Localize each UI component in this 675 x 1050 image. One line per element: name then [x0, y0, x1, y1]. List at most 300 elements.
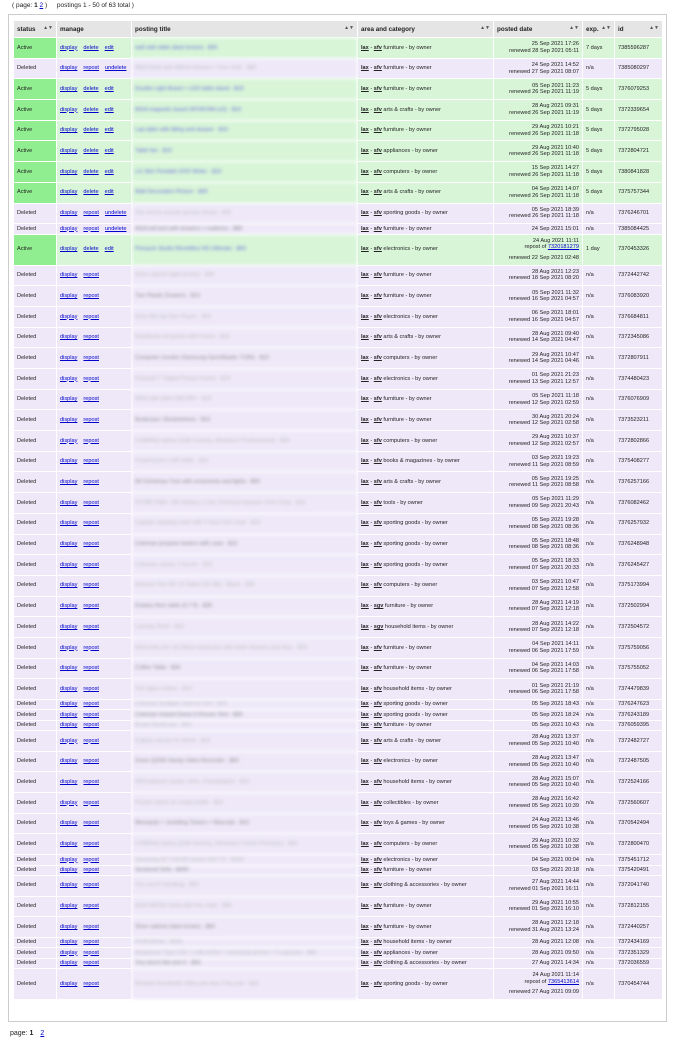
posting-title[interactable]: COMPAQ laptop (2GB memory, Windows7 Professional) - $20	[132, 431, 358, 452]
display-link[interactable]: display	[60, 44, 78, 51]
posting-title[interactable]: wall side table (dark brown) - $26	[132, 38, 358, 59]
display-link[interactable]: display	[60, 479, 78, 485]
delete-link[interactable]: delete	[83, 246, 99, 253]
area-link[interactable]: lax	[361, 354, 369, 361]
subarea-link[interactable]: sfv	[373, 959, 382, 966]
area-link[interactable]: lax	[361, 189, 369, 196]
posting-title[interactable]: Lap table with tilting and drawer - $10	[132, 120, 358, 141]
area-link[interactable]: lax	[361, 711, 369, 718]
repost-link[interactable]: repost	[83, 665, 99, 672]
posting-title[interactable]: Reebok Dumbbells 10lbs pair plus 3 lbs pair - $20	[132, 968, 358, 999]
display-link[interactable]: display	[60, 959, 78, 966]
edit-link[interactable]: edit	[104, 44, 114, 51]
repost-link[interactable]: repost	[83, 520, 99, 527]
area-link[interactable]: lax	[361, 980, 369, 987]
renewed-date: renewed 05 Sep 2021 10:40	[508, 782, 579, 789]
display-link[interactable]: display	[60, 147, 78, 154]
renewed-date: renewed 05 Sep 2021 10:40	[508, 740, 579, 747]
subarea-link[interactable]: sfv	[373, 168, 382, 175]
display-link[interactable]: display	[60, 561, 78, 568]
posting-title[interactable]: Pinnacle Studio MovieBox HD Ultimate - $50	[132, 234, 358, 265]
manage-actions	[57, 389, 132, 410]
display-link[interactable]: display	[60, 313, 78, 320]
area-link[interactable]: lax	[361, 210, 369, 217]
area-link[interactable]: lax	[361, 520, 369, 527]
area-link[interactable]: lax	[361, 758, 369, 765]
subarea-link[interactable]: sfv	[373, 225, 382, 232]
area-link[interactable]: lax	[361, 737, 369, 744]
renewed-date: renewed 31 Aug 2021 13:24	[509, 927, 579, 934]
subarea-link[interactable]: sfv	[373, 561, 382, 568]
repost-link[interactable]: repost	[83, 856, 99, 863]
repost-link[interactable]: repost	[83, 437, 99, 444]
repost-link[interactable]: repost	[83, 272, 99, 279]
subarea-link[interactable]: sfv	[373, 799, 382, 806]
display-link[interactable]: display	[60, 437, 78, 444]
area-link[interactable]: lax	[361, 44, 369, 51]
area-link[interactable]: lax	[361, 722, 369, 729]
area-link[interactable]: lax	[361, 603, 369, 610]
repost-link[interactable]: repost	[83, 939, 99, 946]
posting-title[interactable]: Kandinsky art poster with Frame - $10	[132, 327, 358, 348]
posting-title[interactable]: Wall Decoration Picture - $20	[132, 182, 358, 203]
subarea-link[interactable]: sfv	[373, 499, 382, 506]
subarea-link[interactable]: sfv	[373, 701, 382, 708]
area-link[interactable]: lax	[361, 396, 369, 403]
area-link[interactable]: lax	[361, 701, 369, 708]
repost-link[interactable]: repost	[83, 980, 99, 987]
posting-title[interactable]: Coleman Instant Dome 5 Person Tent - $30	[132, 710, 358, 720]
posting-title[interactable]: COMPAQ laptop (2GB memory, Windows7 Home Premium) - $20	[132, 834, 358, 855]
posting-title[interactable]: IKEA KALLAX 2x2 Black bookcase with white drawers and door - $30	[132, 637, 358, 658]
repost-link[interactable]: repost	[83, 334, 99, 341]
repost-link[interactable]: repost	[83, 541, 99, 548]
posting-title[interactable]: Double Light Board + LED table stand - $18	[132, 79, 358, 100]
area-link[interactable]: lax	[361, 225, 369, 232]
repost-link[interactable]: repost	[83, 292, 99, 299]
posting-title[interactable]: Tory burch flat size 6 - $50	[132, 958, 358, 968]
posting-title[interactable]: LG Slim Portable DVD Writer - $10	[132, 162, 358, 183]
display-link[interactable]: display	[60, 396, 78, 403]
subarea-link[interactable]: sfv	[373, 644, 382, 651]
subarea-link[interactable]: sfv	[373, 778, 382, 785]
subarea-link[interactable]: sfv	[373, 292, 382, 299]
display-link[interactable]: display	[60, 168, 78, 175]
repost-link[interactable]: repost	[83, 65, 99, 72]
table-row	[14, 637, 663, 658]
area-link[interactable]: lax	[361, 582, 369, 589]
area-link[interactable]: lax	[361, 106, 369, 113]
repost-link[interactable]: repost	[83, 479, 99, 485]
subarea-link[interactable]: sfv	[373, 737, 382, 744]
repost-link[interactable]: repost	[83, 778, 99, 785]
posting-title[interactable]: Polaroid 7" Digital Picture Frame - $10	[132, 369, 358, 390]
posting-title[interactable]: Monopoly + Jumbling Towers + Mancala - $10	[132, 813, 358, 834]
repost-link[interactable]: repost	[83, 841, 99, 848]
edit-link[interactable]: edit	[104, 106, 114, 113]
subarea-link[interactable]: sfv	[373, 437, 382, 444]
posting-title[interactable]: Two Plastic Drawers - $10	[132, 286, 358, 307]
display-link[interactable]: display	[60, 127, 78, 134]
subarea-link[interactable]: sfv	[373, 820, 382, 827]
display-link[interactable]: display	[60, 841, 78, 848]
expiry: n/a	[583, 58, 615, 79]
area-link[interactable]: lax	[361, 416, 369, 423]
delete-link[interactable]: delete	[83, 127, 99, 134]
posting-title[interactable]: IKEA MICKE Desk with free chair - $40	[132, 896, 358, 917]
posting-title[interactable]: Laundry Rack - $10	[132, 617, 358, 638]
area-link[interactable]: lax	[361, 923, 369, 930]
table-row	[14, 968, 663, 999]
posting-title[interactable]: Brown Bookcase - $10	[132, 720, 358, 730]
subarea-link[interactable]: sfv	[373, 479, 382, 485]
area-link[interactable]: lax	[361, 778, 369, 785]
subarea-link[interactable]: sfv	[373, 106, 382, 113]
area-link[interactable]: lax	[361, 168, 369, 175]
area-link[interactable]: lax	[361, 841, 369, 848]
posting-title[interactable]: Sony Blu-ray Disc Player - $10	[132, 306, 358, 327]
subarea-link[interactable]: sfv	[373, 665, 382, 672]
table-row	[14, 555, 663, 576]
area-category: lax - sfv furniture - by owner	[358, 224, 494, 234]
repost-link[interactable]: repost	[83, 396, 99, 403]
posting-title[interactable]: IKEA magnetic board SPONTAN (x2) - $10	[132, 100, 358, 121]
display-link[interactable]: display	[60, 354, 78, 361]
delete-link[interactable]: delete	[83, 168, 99, 175]
delete-link[interactable]: delete	[83, 147, 99, 154]
posting-title[interactable]: Samsung 40" Full HD Smart LED TV - $150	[132, 855, 358, 865]
subarea-link[interactable]: sfv	[373, 65, 382, 72]
subarea-link[interactable]: sfv	[373, 458, 382, 465]
page-link-2[interactable]: 2	[39, 2, 44, 9]
area-link[interactable]: lax	[361, 561, 369, 568]
subarea-link[interactable]: sfv	[373, 856, 382, 863]
area-link[interactable]: lax	[361, 437, 369, 444]
subarea-link[interactable]: sfv	[373, 416, 382, 423]
display-link[interactable]: display	[60, 210, 78, 217]
edit-link[interactable]: edit	[104, 85, 114, 92]
posting-title[interactable]: Coffee Table - $30	[132, 658, 358, 679]
posting-title[interactable]: Nespresso Typo Citiz + milk frother + steaming pitcher + 6 capsules - $80	[132, 948, 358, 958]
edit-link[interactable]: edit	[104, 147, 114, 154]
repost-link[interactable]: repost	[83, 722, 99, 729]
posted-date: 28 Aug 2021 13:47	[532, 754, 579, 761]
area-link[interactable]: lax	[361, 939, 369, 946]
subarea-link[interactable]: sfv	[373, 541, 382, 548]
subarea-link[interactable]: sfv	[373, 334, 382, 341]
display-link[interactable]: display	[60, 458, 78, 465]
display-link[interactable]: display	[60, 711, 78, 718]
repost-link[interactable]: repost	[83, 711, 99, 718]
posting-title[interactable]: IKEA loft bed with drawers + mattress - $80	[132, 224, 358, 234]
posting-id: 7375420491	[615, 865, 663, 875]
display-link[interactable]: display	[60, 225, 78, 232]
display-link[interactable]: display	[60, 758, 78, 765]
display-link[interactable]: display	[60, 623, 78, 630]
area-link[interactable]: lax	[361, 499, 369, 506]
posting-id: 7372482727	[615, 731, 663, 752]
repost-link[interactable]: repost	[83, 923, 99, 930]
repost-source-link[interactable]: 7365413614	[547, 978, 579, 985]
display-link[interactable]: display	[60, 499, 78, 506]
area-link[interactable]: lax	[361, 685, 369, 692]
posting-title[interactable]: Amazon Fire HD 10 Tablet (32 GB) - Black - $30	[132, 575, 358, 596]
subarea-link[interactable]: sgv	[373, 623, 384, 630]
subarea-link[interactable]: sfv	[373, 685, 382, 692]
repost-link[interactable]: repost	[83, 959, 99, 966]
display-link[interactable]: display	[60, 866, 78, 873]
edit-link[interactable]: edit	[104, 168, 114, 175]
subarea-link[interactable]: sfv	[373, 375, 382, 382]
repost-link[interactable]: repost	[83, 603, 99, 610]
posting-title[interactable]: PowerScore LSAT bible - $10	[132, 451, 358, 472]
subarea-link[interactable]: sfv	[373, 210, 382, 217]
repost-source-link[interactable]: 7320181279	[547, 244, 579, 251]
display-link[interactable]: display	[60, 292, 78, 299]
status-badge: Deleted	[14, 493, 57, 514]
delete-link[interactable]: delete	[83, 85, 99, 92]
area-link[interactable]: lax	[361, 375, 369, 382]
subarea-link[interactable]: sgv	[373, 603, 384, 610]
area-link[interactable]: lax	[361, 85, 369, 92]
posting-title[interactable]: Sectional Sofa - $400	[132, 865, 358, 875]
area-link[interactable]: lax	[361, 623, 369, 630]
posting-title[interactable]: Captain camping chair with 2 more free chair - $10	[132, 513, 358, 534]
repost-link[interactable]: repost	[83, 210, 99, 217]
repost-link[interactable]: repost	[83, 375, 99, 382]
subarea-link[interactable]: sfv	[373, 127, 382, 134]
display-link[interactable]: display	[60, 701, 78, 708]
display-link[interactable]: display	[60, 722, 78, 729]
area-link[interactable]: lax	[361, 903, 369, 910]
subarea-link[interactable]: sfv	[373, 44, 382, 51]
repost-link[interactable]: repost	[83, 313, 99, 320]
display-link[interactable]: display	[60, 85, 78, 92]
manage-actions	[57, 369, 132, 390]
subarea-link[interactable]: sfv	[373, 396, 382, 403]
display-link[interactable]: display	[60, 923, 78, 930]
posting-title[interactable]: Tom Igloo Icebox - $10	[132, 679, 358, 700]
table-row	[14, 79, 663, 100]
display-link[interactable]: display	[60, 685, 78, 692]
display-link[interactable]: display	[60, 520, 78, 527]
repost-link[interactable]: repost	[83, 582, 99, 589]
posting-id: 7385596287	[615, 38, 663, 59]
page-link-2[interactable]: 2	[40, 1030, 45, 1037]
area-link[interactable]: lax	[361, 644, 369, 651]
repost-link[interactable]: repost	[83, 644, 99, 651]
display-link[interactable]: display	[60, 856, 78, 863]
subarea-link[interactable]: sfv	[373, 882, 382, 889]
subarea-link[interactable]: sfv	[373, 711, 382, 718]
repost-link[interactable]: repost	[83, 458, 99, 465]
subarea-link[interactable]: sfv	[373, 313, 382, 320]
posting-title[interactable]: Two tennis rackets (prince shark) - $26	[132, 203, 358, 224]
edit-link[interactable]: edit	[104, 127, 114, 134]
area-link[interactable]: lax	[361, 292, 369, 299]
subarea-link[interactable]: sfv	[373, 189, 382, 196]
area-link[interactable]: lax	[361, 799, 369, 806]
subarea-link[interactable]: sfv	[373, 85, 382, 92]
table-row	[14, 875, 663, 896]
posted-date-cell	[494, 917, 583, 938]
subarea-link[interactable]: sfv	[373, 520, 382, 527]
subarea-link[interactable]: sfv	[373, 354, 382, 361]
area-link[interactable]: lax	[361, 246, 369, 253]
undelete-link[interactable]: undelete	[104, 65, 127, 72]
posting-title[interactable]: 9 glass canvas for Novie - $10	[132, 731, 358, 752]
subarea-link[interactable]: sfv	[373, 866, 382, 873]
subarea-link[interactable]: sfv	[373, 272, 382, 279]
undelete-link[interactable]: undelete	[104, 225, 127, 232]
table-row	[14, 513, 663, 534]
display-link[interactable]: display	[60, 541, 78, 548]
repost-link[interactable]: repost	[83, 685, 99, 692]
posting-title[interactable]: Table fan - $10	[132, 141, 358, 162]
subarea-link[interactable]: sfv	[373, 841, 382, 848]
posting-title[interactable]: Perfectdraw - $150	[132, 937, 358, 947]
subarea-link[interactable]: sfv	[373, 147, 382, 154]
repost-link[interactable]: repost	[83, 866, 99, 873]
area-link[interactable]: lax	[361, 959, 369, 966]
repost-link[interactable]: repost	[83, 499, 99, 506]
repost-link[interactable]: repost	[83, 623, 99, 630]
posting-title[interactable]: 6ft Christmas Tree with ornaments and lights - $50	[132, 472, 358, 493]
posting-title[interactable]: Shoe cabinet (dark brown) - $60	[132, 917, 358, 938]
display-link[interactable]: display	[60, 334, 78, 341]
posting-title[interactable]: IKEA glasses (water, wine, Champagne) - $10	[132, 772, 358, 793]
col-posting-title[interactable]: posting title ▲▼	[132, 21, 358, 38]
posting-title[interactable]: Puzzle robots 21 empty bottle - $10	[132, 793, 358, 814]
area-link[interactable]: lax	[361, 820, 369, 827]
display-link[interactable]: display	[60, 665, 78, 672]
area-category: lax - sfv furniture - by owner	[358, 917, 494, 938]
subarea-link[interactable]: sfv	[373, 939, 382, 946]
display-link[interactable]: display	[60, 603, 78, 610]
repost-link[interactable]: repost	[83, 561, 99, 568]
repost-link[interactable]: repost	[83, 799, 99, 806]
col-exp[interactable]: exp. ▲▼	[583, 21, 615, 38]
repost-link[interactable]: repost	[83, 882, 99, 889]
display-link[interactable]: display	[60, 272, 78, 279]
area-link[interactable]: lax	[361, 458, 369, 465]
posting-id: 7376083920	[615, 286, 663, 307]
repost-link[interactable]: repost	[83, 416, 99, 423]
status-badge: Deleted	[14, 58, 57, 79]
display-link[interactable]: display	[60, 737, 78, 744]
subarea-link[interactable]: sfv	[373, 582, 382, 589]
area-link[interactable]: lax	[361, 882, 369, 889]
posting-title[interactable]: IKEA Desk with MALM drawers + free chair - $80	[132, 58, 358, 79]
repost-link[interactable]: repost	[83, 225, 99, 232]
display-link[interactable]: display	[60, 246, 78, 253]
undelete-link[interactable]: undelete	[104, 210, 127, 217]
posting-title[interactable]: Tory burch handbag - $50	[132, 875, 358, 896]
area-link[interactable]: lax	[361, 665, 369, 672]
display-link[interactable]: display	[60, 106, 78, 113]
repost-link[interactable]: repost	[83, 903, 99, 910]
area-link[interactable]: lax	[361, 866, 369, 873]
posting-title[interactable]: Kotatsu floor table (3.7 ft) - $30	[132, 596, 358, 617]
posting-title[interactable]: Zoom Q2HD Handy Video Recorder - $50	[132, 751, 358, 772]
posted-date-cell	[494, 875, 583, 896]
area-link[interactable]: lax	[361, 856, 369, 863]
posting-title[interactable]: Shoe cabinet (light brown) - $26	[132, 265, 358, 286]
repost-link[interactable]: repost	[83, 701, 99, 708]
area-link[interactable]: lax	[361, 541, 369, 548]
area-link[interactable]: lax	[361, 313, 369, 320]
posting-title[interactable]: IKEA side table DALOBY - $10	[132, 389, 358, 410]
posting-title[interactable]: Bookcase / Bookshelves - $10	[132, 410, 358, 431]
display-link[interactable]: display	[60, 65, 78, 72]
delete-link[interactable]: delete	[83, 44, 99, 51]
repost-link[interactable]: repost	[83, 737, 99, 744]
posting-title[interactable]: Coleman classic 2 burner - $10	[132, 555, 358, 576]
posting-title[interactable]: Coleman foodigan Xpercer tent - $10	[132, 700, 358, 710]
area-link[interactable]: lax	[361, 127, 369, 134]
display-link[interactable]: display	[60, 778, 78, 785]
edit-link[interactable]: edit	[104, 189, 114, 196]
display-link[interactable]: display	[60, 644, 78, 651]
display-link[interactable]: display	[60, 903, 78, 910]
repost-link[interactable]: repost	[83, 949, 99, 956]
repost-link[interactable]: repost	[83, 354, 99, 361]
display-link[interactable]: display	[60, 949, 78, 956]
repost-link[interactable]: repost	[83, 758, 99, 765]
display-link[interactable]: display	[60, 582, 78, 589]
subarea-link[interactable]: sfv	[373, 980, 382, 987]
display-link[interactable]: display	[60, 820, 78, 827]
area-link[interactable]: lax	[361, 272, 369, 279]
display-link[interactable]: display	[60, 882, 78, 889]
display-link[interactable]: display	[60, 189, 78, 196]
col-id[interactable]: id ▲▼	[615, 21, 663, 38]
area-link[interactable]: lax	[361, 65, 369, 72]
delete-link[interactable]: delete	[83, 106, 99, 113]
area-link[interactable]: lax	[361, 147, 369, 154]
area-link[interactable]: lax	[361, 334, 369, 341]
subarea-link[interactable]: sfv	[373, 246, 382, 253]
col-area-category[interactable]: area and category ▲▼	[358, 21, 494, 38]
repost-link[interactable]: repost	[83, 820, 99, 827]
posted-date-cell	[494, 865, 583, 875]
delete-link[interactable]: delete	[83, 189, 99, 196]
posting-title[interactable]: Computer monitor (Samsung SyncMaster 713N) - $10	[132, 348, 358, 369]
subarea-link[interactable]: sfv	[373, 903, 382, 910]
status-badge: Deleted	[14, 369, 57, 390]
area-link[interactable]: lax	[361, 949, 369, 956]
col-status[interactable]: status ▲▼	[14, 21, 57, 38]
posting-title[interactable]: RYOBI ONE+ 18V Battery 1 Gal. Chemical Sprayer (Tool Only) - $10	[132, 493, 358, 514]
edit-link[interactable]: edit	[104, 246, 114, 253]
display-link[interactable]: display	[60, 375, 78, 382]
display-link[interactable]: display	[60, 980, 78, 987]
status-badge: Deleted	[14, 679, 57, 700]
posting-title[interactable]: Coleman propane lantern with case - $10	[132, 534, 358, 555]
subarea-link[interactable]: sfv	[373, 722, 382, 729]
display-link[interactable]: display	[60, 416, 78, 423]
display-link[interactable]: display	[60, 799, 78, 806]
subarea-link[interactable]: sfv	[373, 949, 382, 956]
subarea-link[interactable]: sfv	[373, 923, 382, 930]
subarea-link[interactable]: sfv	[373, 758, 382, 765]
renewed-date: renewed 11 Sep 2021 08:59	[509, 461, 579, 468]
manage-actions	[57, 555, 132, 576]
display-link[interactable]: display	[60, 939, 78, 946]
col-posted-date[interactable]: posted date ▲▼	[494, 21, 583, 38]
area-link[interactable]: lax	[361, 479, 369, 485]
area-category: lax - sfv clothing & accessories - by owner	[358, 875, 494, 896]
